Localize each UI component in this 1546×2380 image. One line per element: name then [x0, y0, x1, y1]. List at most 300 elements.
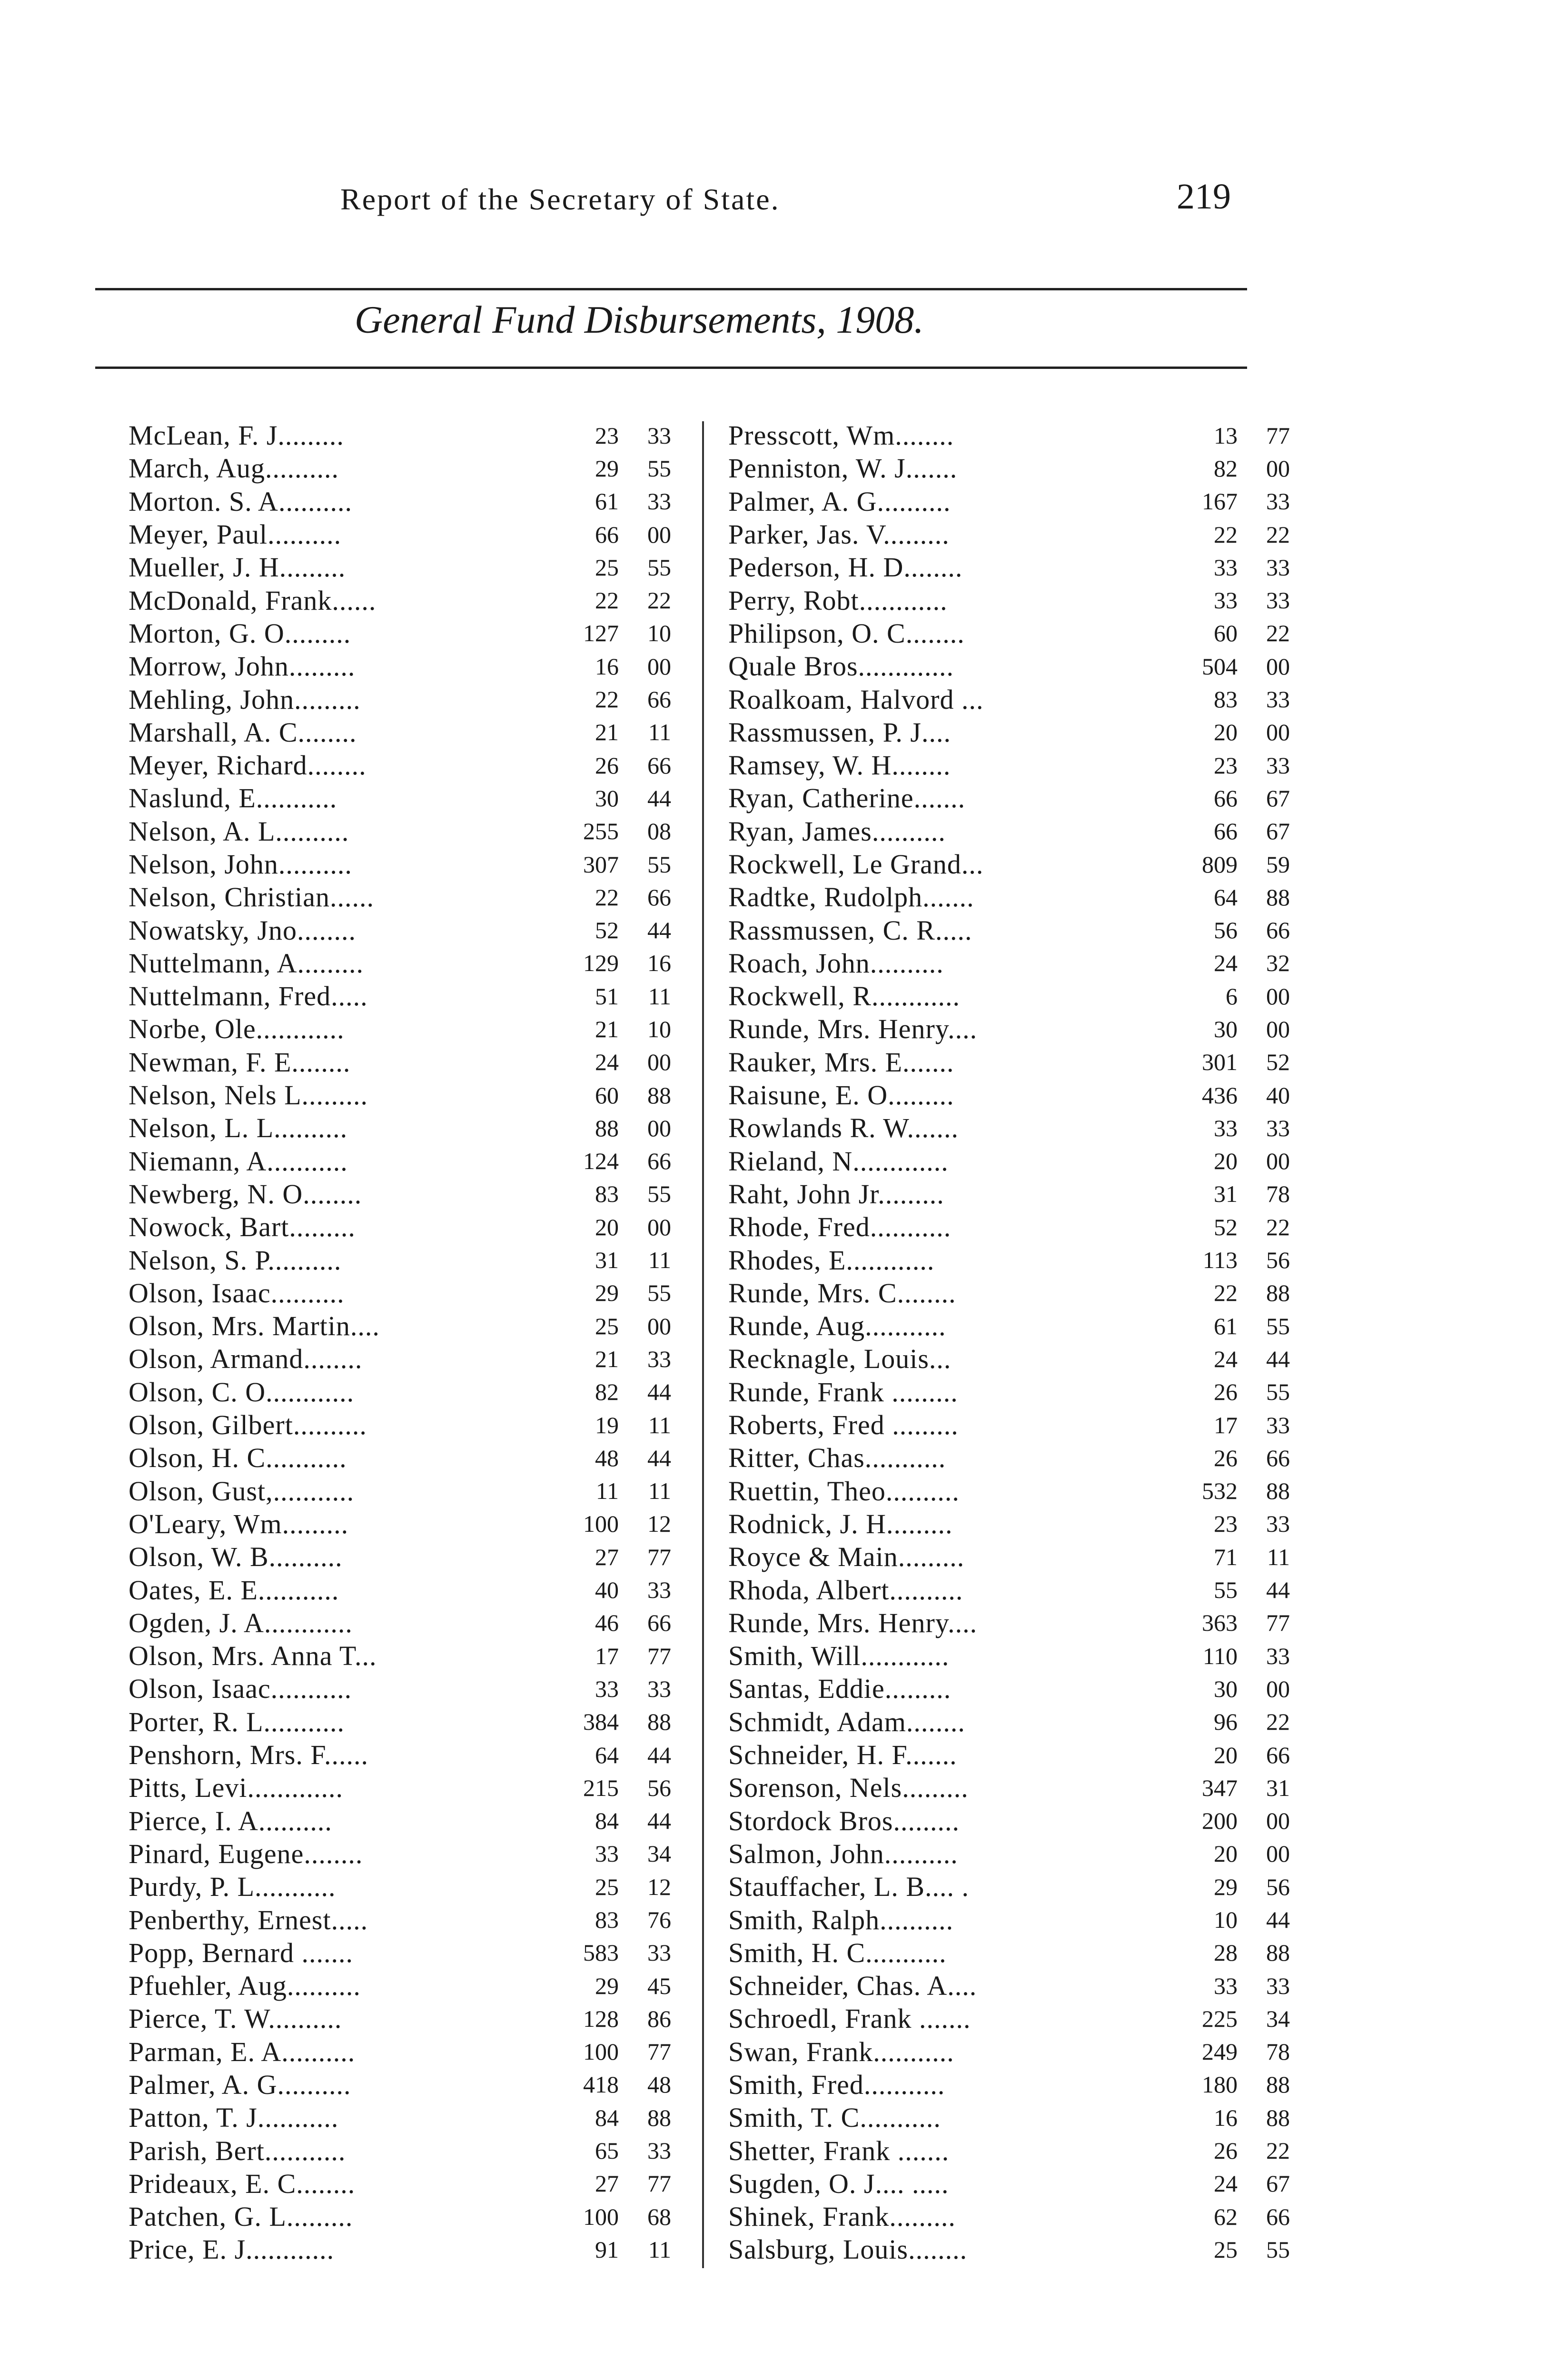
- disbursement-row: [129, 1870, 681, 1903]
- disbursement-row: [129, 1804, 681, 1837]
- payee-name: Olson, Mrs. Martin....: [129, 1310, 380, 1342]
- amount-dollars: 20: [1214, 1840, 1238, 1867]
- amount-cents: 67: [1266, 2170, 1290, 2197]
- disbursement-row: [728, 1178, 1299, 1210]
- amount-cents: 44: [647, 1741, 671, 1768]
- disbursement-row: [728, 1540, 1299, 1573]
- disbursement-row: [129, 749, 681, 782]
- amount-cents: 76: [647, 1906, 671, 1933]
- payee-name: Smith, Fred...........: [728, 2069, 945, 2100]
- disbursement-row: [129, 2101, 681, 2134]
- disbursement-row: [728, 1475, 1299, 1507]
- amount-cents: 66: [647, 1148, 671, 1175]
- amount-cents: 88: [1266, 883, 1290, 911]
- amount-cents: 88: [647, 1081, 671, 1109]
- amount-cents: 22: [1266, 1708, 1290, 1735]
- disbursement-row: [129, 1178, 681, 1210]
- payee-name: Ritter, Chas...........: [728, 1442, 946, 1474]
- bottom-rule: [95, 367, 1247, 369]
- amount-dollars: 13: [1214, 422, 1238, 449]
- payee-name: Runde, Mrs. C........: [728, 1277, 956, 1309]
- payee-name: Penberthy, Ernest.....: [129, 1904, 368, 1935]
- amount-dollars: 17: [1214, 1411, 1238, 1438]
- amount-cents: 56: [1266, 1873, 1290, 1900]
- amount-dollars: 26: [1214, 1444, 1238, 1471]
- amount-cents: 00: [647, 1114, 671, 1141]
- payee-name: Rockwell, Le Grand...: [728, 849, 984, 880]
- amount-dollars: 84: [595, 1807, 619, 1835]
- amount-cents: 40: [1266, 1081, 1290, 1109]
- amount-cents: 66: [647, 883, 671, 911]
- amount-cents: 66: [647, 1609, 671, 1636]
- payee-name: Parman, E. A..........: [129, 2036, 356, 2067]
- amount-dollars: 11: [595, 1478, 619, 1505]
- amount-cents: 00: [1266, 1015, 1290, 1042]
- amount-dollars: 301: [1202, 1049, 1238, 1076]
- amount-dollars: 128: [583, 2005, 619, 2032]
- disbursement-row: [728, 815, 1299, 848]
- amount-dollars: 363: [1202, 1609, 1238, 1636]
- amount-cents: 77: [647, 1642, 671, 1669]
- payee-name: Meyer, Richard........: [129, 750, 367, 781]
- amount-cents: 11: [648, 1411, 671, 1438]
- payee-name: Olson, Gilbert..........: [129, 1409, 367, 1441]
- amount-dollars: 200: [1202, 1807, 1238, 1835]
- disbursement-row: [728, 1243, 1299, 1276]
- amount-cents: 56: [647, 1774, 671, 1801]
- amount-dollars: 20: [595, 1213, 619, 1240]
- disbursement-row: [728, 1804, 1299, 1837]
- payee-name: Runde, Frank .........: [728, 1376, 958, 1408]
- amount-dollars: 83: [1214, 686, 1238, 713]
- payee-name: Newman, F. E........: [129, 1046, 351, 1078]
- amount-dollars: 65: [595, 2137, 619, 2164]
- disbursement-row: [728, 1046, 1299, 1079]
- amount-dollars: 51: [595, 982, 619, 1010]
- amount-cents: 77: [647, 1543, 671, 1570]
- amount-cents: 22: [1266, 521, 1290, 548]
- payee-name: McLean, F. J.........: [129, 420, 344, 451]
- disbursement-row: [728, 980, 1299, 1012]
- amount-dollars: 61: [1214, 1312, 1238, 1339]
- amount-dollars: 21: [595, 1015, 619, 1042]
- amount-dollars: 809: [1202, 851, 1238, 878]
- disbursement-row: [728, 1277, 1299, 1309]
- disbursement-row: [728, 1441, 1299, 1474]
- disbursement-row: [728, 2101, 1299, 2134]
- amount-dollars: 255: [583, 818, 619, 845]
- amount-dollars: 61: [595, 488, 619, 515]
- payee-name: Sorenson, Nels.........: [728, 1772, 969, 1804]
- disbursement-row: [129, 881, 681, 913]
- payee-name: Swan, Frank...........: [728, 2036, 954, 2067]
- payee-name: Olson, H. C...........: [129, 1442, 347, 1474]
- disbursement-row: [728, 1507, 1299, 1540]
- amount-dollars: 100: [583, 2038, 619, 2065]
- payee-name: Olson, C. O............: [129, 1376, 355, 1408]
- amount-dollars: 22: [1214, 1279, 1238, 1307]
- amount-dollars: 82: [1214, 455, 1238, 482]
- amount-dollars: 22: [595, 686, 619, 713]
- amount-cents: 10: [647, 1015, 671, 1042]
- disbursement-row: [129, 1046, 681, 1079]
- payee-name: Meyer, Paul..........: [129, 519, 342, 550]
- amount-cents: 67: [1266, 784, 1290, 812]
- disbursement-row: [129, 1672, 681, 1705]
- disbursement-row: [728, 1771, 1299, 1804]
- disbursement-row: [728, 2068, 1299, 2101]
- amount-dollars: 418: [583, 2071, 619, 2098]
- payee-name: Pierce, T. W..........: [129, 2003, 342, 2034]
- amount-cents: 00: [647, 1213, 671, 1240]
- disbursement-row: [728, 1210, 1299, 1243]
- disbursement-row: [129, 683, 681, 715]
- payee-name: Ramsey, W. H........: [728, 750, 951, 781]
- amount-dollars: 6: [1226, 982, 1238, 1010]
- amount-dollars: 19: [595, 1411, 619, 1438]
- payee-name: Palmer, A. G..........: [728, 486, 951, 517]
- payee-name: Schroedl, Frank .......: [728, 2003, 971, 2034]
- amount-cents: 59: [1266, 851, 1290, 878]
- running-head: Report of the Secretary of State.: [340, 182, 780, 216]
- disbursement-row: [728, 452, 1299, 485]
- amount-dollars: 22: [595, 883, 619, 911]
- disbursement-row: [728, 2002, 1299, 2035]
- disbursement-row: [728, 1012, 1299, 1045]
- payee-name: Roalkoam, Halvord ...: [728, 684, 984, 715]
- top-rule: [95, 288, 1247, 290]
- amount-cents: 00: [1266, 719, 1290, 746]
- payee-name: Santas, Eddie.........: [728, 1673, 951, 1705]
- disbursement-row: [728, 1870, 1299, 1903]
- payee-name: Quale Bros.............: [728, 651, 954, 682]
- disbursement-row: [728, 650, 1299, 683]
- amount-cents: 44: [1266, 1577, 1290, 1604]
- amount-cents: 88: [1266, 2104, 1290, 2131]
- disbursement-row: [129, 1111, 681, 1144]
- disbursement-row: [129, 419, 681, 452]
- amount-cents: 55: [1266, 1312, 1290, 1339]
- disbursement-row: [129, 716, 681, 749]
- amount-dollars: 33: [595, 1840, 619, 1867]
- payee-name: Roach, John..........: [728, 947, 944, 979]
- payee-name: Schmidt, Adam........: [728, 1706, 965, 1737]
- disbursement-row: [728, 1936, 1299, 1969]
- amount-cents: 68: [647, 2203, 671, 2230]
- payee-name: Roberts, Fred .........: [728, 1409, 959, 1441]
- disbursement-row: [728, 2200, 1299, 2233]
- disbursement-row: [728, 617, 1299, 650]
- amount-dollars: 16: [1214, 2104, 1238, 2131]
- amount-cents: 33: [1266, 752, 1290, 779]
- amount-cents: 33: [1266, 1510, 1290, 1537]
- disbursement-row: [129, 518, 681, 551]
- amount-dollars: 25: [595, 1312, 619, 1339]
- amount-dollars: 30: [595, 784, 619, 812]
- disbursement-row: [129, 2002, 681, 2035]
- disbursement-row: [129, 1145, 681, 1178]
- payee-name: Sugden, O. J.... .....: [728, 2168, 949, 2199]
- amount-cents: 00: [1266, 982, 1290, 1010]
- amount-dollars: 24: [1214, 1345, 1238, 1372]
- payee-name: Penshorn, Mrs. F......: [129, 1739, 368, 1771]
- amount-cents: 11: [648, 982, 671, 1010]
- disbursement-row: [129, 617, 681, 650]
- amount-dollars: 33: [1214, 1972, 1238, 1999]
- amount-dollars: 25: [1214, 2236, 1238, 2263]
- disbursement-row: [728, 1639, 1299, 1672]
- payee-name: Nowock, Bart.........: [129, 1211, 356, 1243]
- amount-cents: 33: [1266, 587, 1290, 614]
- amount-cents: 86: [647, 2005, 671, 2032]
- disbursement-row: [728, 1145, 1299, 1178]
- amount-cents: 11: [648, 1478, 671, 1505]
- payee-name: Patchen, G. L.........: [129, 2201, 353, 2232]
- amount-cents: 44: [647, 1444, 671, 1471]
- disbursement-row: [129, 2134, 681, 2167]
- disbursement-row: [129, 485, 681, 518]
- payee-name: Ogden, J. A............: [129, 1607, 353, 1638]
- amount-dollars: 91: [595, 2236, 619, 2263]
- payee-name: Salsburg, Louis........: [728, 2234, 968, 2265]
- payee-name: Runde, Mrs. Henry....: [728, 1013, 978, 1045]
- amount-cents: 44: [647, 917, 671, 944]
- payee-name: Newberg, N. O........: [129, 1178, 362, 1210]
- amount-cents: 55: [647, 1279, 671, 1307]
- amount-dollars: 29: [595, 455, 619, 482]
- amount-dollars: 504: [1202, 653, 1238, 680]
- amount-cents: 34: [1266, 2005, 1290, 2032]
- payee-name: Ryan, Catherine.......: [728, 783, 966, 814]
- payee-name: Purdy, P. L...........: [129, 1871, 336, 1903]
- amount-dollars: 66: [1214, 818, 1238, 845]
- payee-name: Patton, T. J...........: [129, 2102, 339, 2133]
- disbursement-row: [129, 2068, 681, 2101]
- amount-cents: 66: [1266, 1444, 1290, 1471]
- disbursement-row: [728, 1573, 1299, 1606]
- disbursement-row: [728, 881, 1299, 913]
- payee-name: Pfuehler, Aug..........: [129, 1970, 361, 2002]
- amount-dollars: 215: [583, 1774, 619, 1801]
- amount-dollars: 26: [1214, 1378, 1238, 1406]
- amount-dollars: 33: [595, 1675, 619, 1702]
- amount-cents: 78: [1266, 2038, 1290, 2065]
- disbursement-row: [129, 551, 681, 584]
- amount-cents: 32: [1266, 950, 1290, 977]
- amount-dollars: 40: [595, 1577, 619, 1604]
- payee-name: Nuttelmann, Fred.....: [129, 981, 368, 1012]
- disbursement-row: [728, 1903, 1299, 1936]
- amount-dollars: 124: [583, 1148, 619, 1175]
- amount-dollars: 22: [1214, 521, 1238, 548]
- amount-cents: 22: [647, 587, 671, 614]
- payee-name: Pederson, H. D........: [728, 552, 963, 583]
- amount-cents: 66: [647, 752, 671, 779]
- amount-dollars: 66: [595, 521, 619, 548]
- payee-name: Runde, Mrs. Henry....: [728, 1607, 978, 1638]
- disbursement-row: [728, 419, 1299, 452]
- amount-dollars: 16: [595, 653, 619, 680]
- disbursement-row: [728, 485, 1299, 518]
- payee-name: Schneider, H. F.......: [728, 1739, 957, 1771]
- payee-name: Rassmussen, P. J....: [728, 716, 951, 748]
- disbursement-row: [129, 1738, 681, 1771]
- payee-name: Olson, Isaac..........: [129, 1277, 345, 1309]
- disbursement-row: [728, 1111, 1299, 1144]
- amount-dollars: 307: [583, 851, 619, 878]
- amount-dollars: 532: [1202, 1478, 1238, 1505]
- amount-cents: 33: [1266, 554, 1290, 581]
- amount-dollars: 27: [595, 1543, 619, 1570]
- disbursement-row: [129, 1573, 681, 1606]
- amount-dollars: 20: [1214, 1148, 1238, 1175]
- amount-dollars: 52: [595, 917, 619, 944]
- amount-dollars: 29: [595, 1279, 619, 1307]
- payee-name: Nowatsky, Jno........: [129, 914, 357, 946]
- amount-cents: 12: [647, 1873, 671, 1900]
- disbursement-row: [129, 1903, 681, 1936]
- amount-dollars: 31: [595, 1247, 619, 1274]
- amount-cents: 00: [1266, 653, 1290, 680]
- amount-dollars: 249: [1202, 2038, 1238, 2065]
- amount-cents: 33: [1266, 1114, 1290, 1141]
- disbursement-row: [129, 2035, 681, 2068]
- payee-name: Recknagle, Louis...: [728, 1343, 951, 1375]
- amount-dollars: 129: [583, 950, 619, 977]
- payee-name: Norbe, Ole............: [129, 1013, 345, 1045]
- amount-cents: 44: [1266, 1906, 1290, 1933]
- amount-cents: 34: [647, 1840, 671, 1867]
- amount-cents: 33: [647, 422, 671, 449]
- amount-dollars: 113: [1202, 1247, 1238, 1274]
- payee-name: Marshall, A. C........: [129, 716, 357, 748]
- amount-dollars: 180: [1202, 2071, 1238, 2098]
- amount-cents: 33: [647, 1345, 671, 1372]
- disbursement-row: [728, 1969, 1299, 2002]
- amount-dollars: 110: [1202, 1642, 1238, 1669]
- payee-name: Smith, T. C...........: [728, 2102, 941, 2133]
- disbursement-row: [728, 1606, 1299, 1639]
- disbursement-row: [728, 848, 1299, 881]
- amount-cents: 45: [647, 1972, 671, 1999]
- amount-dollars: 33: [1214, 1114, 1238, 1141]
- amount-cents: 52: [1266, 1049, 1290, 1076]
- amount-cents: 00: [647, 1312, 671, 1339]
- amount-cents: 78: [1266, 1180, 1290, 1208]
- disbursement-row: [129, 1342, 681, 1375]
- amount-cents: 88: [647, 1708, 671, 1735]
- amount-cents: 11: [648, 1247, 671, 1274]
- disbursement-row: [728, 1342, 1299, 1375]
- payee-name: Price, E. J............: [129, 2234, 335, 2265]
- disbursement-row: [728, 2167, 1299, 2200]
- disbursement-row: [129, 584, 681, 616]
- amount-dollars: 96: [1214, 1708, 1238, 1735]
- payee-name: Rauker, Mrs. E.......: [728, 1046, 954, 1078]
- payee-name: Morrow, John.........: [129, 651, 356, 682]
- disbursement-row: [129, 1837, 681, 1870]
- payee-name: Pierce, I. A..........: [129, 1805, 332, 1836]
- amount-cents: 77: [647, 2170, 671, 2197]
- payee-name: Stordock Bros.........: [728, 1805, 960, 1836]
- amount-dollars: 225: [1202, 2005, 1238, 2032]
- disbursement-row: [129, 2233, 681, 2266]
- amount-dollars: 62: [1214, 2203, 1238, 2230]
- amount-cents: 33: [647, 2137, 671, 2164]
- disbursement-row: [728, 551, 1299, 584]
- amount-cents: 56: [1266, 1247, 1290, 1274]
- amount-dollars: 21: [595, 719, 619, 746]
- amount-cents: 00: [647, 521, 671, 548]
- amount-dollars: 17: [595, 1642, 619, 1669]
- amount-dollars: 31: [1214, 1180, 1238, 1208]
- amount-dollars: 84: [595, 2104, 619, 2131]
- amount-cents: 44: [647, 1378, 671, 1406]
- amount-dollars: 64: [595, 1741, 619, 1768]
- disbursement-row: [129, 1507, 681, 1540]
- disbursement-row: [129, 1277, 681, 1309]
- payee-name: Philipson, O. C........: [728, 617, 965, 649]
- amount-dollars: 24: [1214, 950, 1238, 977]
- left-column: [129, 419, 681, 2266]
- disbursement-row: [728, 716, 1299, 749]
- disbursement-row: [728, 1672, 1299, 1705]
- section-title: General Fund Disbursements, 1908.: [355, 298, 924, 341]
- amount-dollars: 26: [595, 752, 619, 779]
- amount-cents: 22: [1266, 2137, 1290, 2164]
- payee-name: Shetter, Frank .......: [728, 2135, 950, 2166]
- amount-cents: 55: [647, 1180, 671, 1208]
- payee-name: Royce & Main.........: [728, 1541, 965, 1573]
- payee-name: Runde, Aug...........: [728, 1310, 946, 1342]
- column-divider: [702, 421, 704, 2268]
- amount-dollars: 66: [1214, 784, 1238, 812]
- amount-cents: 66: [1266, 1741, 1290, 1768]
- amount-dollars: 22: [595, 587, 619, 614]
- amount-dollars: 100: [583, 1510, 619, 1537]
- payee-name: Raisune, E. O.........: [728, 1080, 954, 1111]
- payee-name: Perry, Robt............: [728, 585, 948, 616]
- amount-cents: 48: [647, 2071, 671, 2098]
- amount-cents: 55: [1266, 1378, 1290, 1406]
- amount-cents: 00: [1266, 1148, 1290, 1175]
- disbursement-row: [129, 782, 681, 814]
- disbursement-row: [728, 947, 1299, 980]
- amount-dollars: 46: [595, 1609, 619, 1636]
- payee-name: Rhoda, Albert..........: [728, 1574, 963, 1606]
- amount-cents: 33: [1266, 1411, 1290, 1438]
- amount-dollars: 23: [1214, 752, 1238, 779]
- payee-name: Olson, Mrs. Anna T...: [129, 1640, 377, 1672]
- amount-cents: 11: [648, 719, 671, 746]
- amount-cents: 00: [647, 653, 671, 680]
- amount-dollars: 83: [595, 1180, 619, 1208]
- payee-name: Nelson, S. P..........: [129, 1244, 342, 1276]
- payee-name: March, Aug..........: [129, 453, 339, 484]
- amount-dollars: 24: [595, 1049, 619, 1076]
- payee-name: Oates, E. E...........: [129, 1574, 339, 1606]
- payee-name: Olson, W. B..........: [129, 1541, 343, 1573]
- amount-dollars: 25: [595, 554, 619, 581]
- payee-name: Nelson, L. L..........: [129, 1112, 348, 1144]
- amount-cents: 00: [1266, 1675, 1290, 1702]
- amount-cents: 33: [647, 1675, 671, 1702]
- amount-cents: 33: [647, 1939, 671, 1966]
- disbursement-row: [129, 1309, 681, 1342]
- amount-dollars: 25: [595, 1873, 619, 1900]
- payee-name: McDonald, Frank......: [129, 585, 377, 616]
- amount-cents: 11: [648, 2236, 671, 2263]
